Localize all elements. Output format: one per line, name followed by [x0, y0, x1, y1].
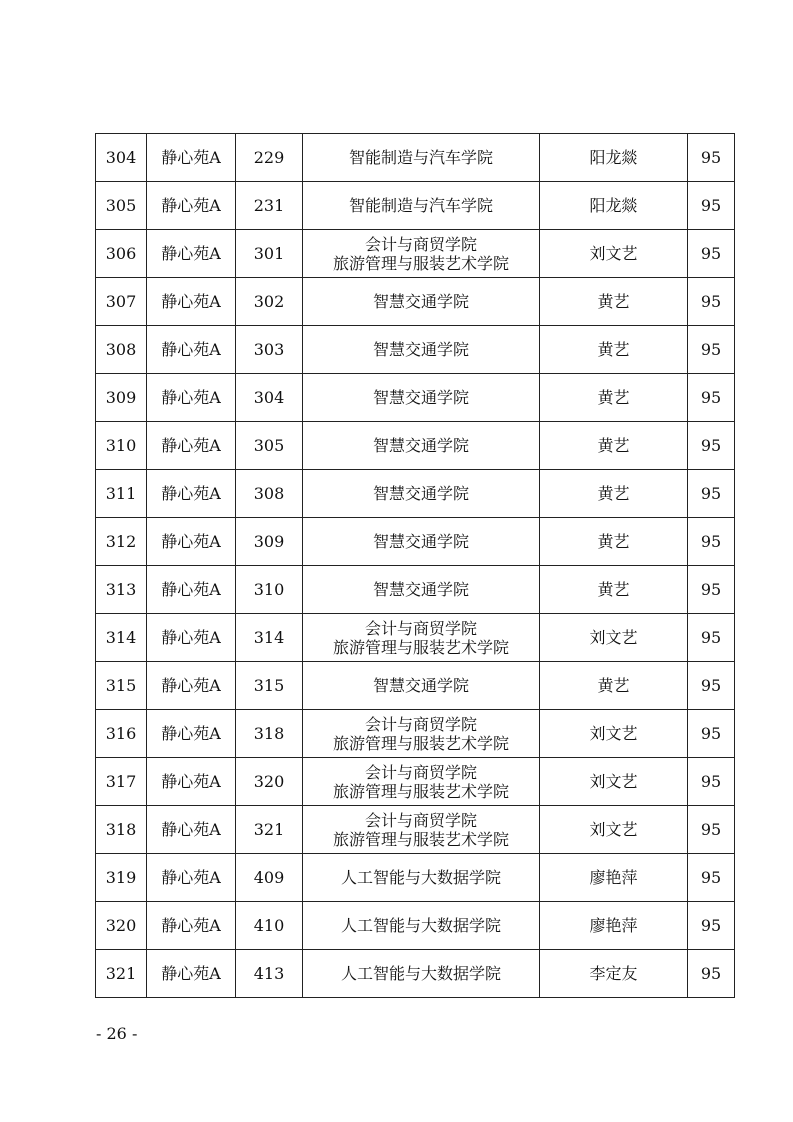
cell-score: 95 — [688, 230, 735, 278]
college-line: 旅游管理与服装艺术学院 — [332, 253, 509, 273]
table-row — [96, 950, 735, 998]
dormitory-score-table — [95, 133, 735, 998]
college-line: 智慧交通学院 — [372, 436, 469, 455]
cell-number: 321 — [96, 950, 147, 998]
cell-room: 413 — [236, 950, 303, 998]
cell-number: 314 — [96, 614, 147, 662]
cell-person: 阳龙燚 — [540, 134, 688, 182]
cell-number: 319 — [96, 854, 147, 902]
college-line: 会计与商贸学院 — [364, 714, 477, 734]
cell-college — [303, 806, 540, 854]
table-row — [96, 566, 735, 614]
college-line: 旅游管理与服装艺术学院 — [332, 781, 509, 801]
cell-number: 304 — [96, 134, 147, 182]
cell-building: 静心苑A — [147, 134, 236, 182]
table-row — [96, 662, 735, 710]
cell-number: 315 — [96, 662, 147, 710]
cell-college — [303, 278, 540, 326]
cell-room: 314 — [236, 614, 303, 662]
college-line: 人工智能与大数据学院 — [340, 868, 501, 887]
cell-person: 刘文艺 — [540, 230, 688, 278]
cell-building: 静心苑A — [147, 374, 236, 422]
cell-building: 静心苑A — [147, 182, 236, 230]
table-row — [96, 326, 735, 374]
cell-college — [303, 614, 540, 662]
cell-building: 静心苑A — [147, 518, 236, 566]
cell-number: 313 — [96, 566, 147, 614]
cell-score: 95 — [688, 374, 735, 422]
table-row — [96, 710, 735, 758]
cell-room: 410 — [236, 902, 303, 950]
college-line: 人工智能与大数据学院 — [340, 916, 501, 935]
table-row — [96, 278, 735, 326]
cell-room: 310 — [236, 566, 303, 614]
cell-room: 305 — [236, 422, 303, 470]
cell-building: 静心苑A — [147, 710, 236, 758]
college-line: 会计与商贸学院 — [364, 618, 477, 638]
cell-building: 静心苑A — [147, 566, 236, 614]
cell-building: 静心苑A — [147, 470, 236, 518]
college-line: 智能制造与汽车学院 — [348, 148, 493, 167]
cell-room: 315 — [236, 662, 303, 710]
college-line: 旅游管理与服装艺术学院 — [332, 637, 509, 657]
cell-college — [303, 374, 540, 422]
table-row — [96, 758, 735, 806]
cell-score: 95 — [688, 614, 735, 662]
table-row — [96, 902, 735, 950]
cell-score: 95 — [688, 134, 735, 182]
cell-room: 303 — [236, 326, 303, 374]
cell-college — [303, 662, 540, 710]
cell-number: 308 — [96, 326, 147, 374]
cell-room: 302 — [236, 278, 303, 326]
cell-score: 95 — [688, 518, 735, 566]
college-line: 智能制造与汽车学院 — [348, 196, 493, 215]
cell-college — [303, 710, 540, 758]
college-line: 智慧交通学院 — [372, 580, 469, 599]
cell-person: 阳龙燚 — [540, 182, 688, 230]
cell-college — [303, 470, 540, 518]
cell-room: 231 — [236, 182, 303, 230]
cell-building: 静心苑A — [147, 230, 236, 278]
cell-college — [303, 326, 540, 374]
cell-number: 316 — [96, 710, 147, 758]
cell-building: 静心苑A — [147, 758, 236, 806]
page-number: - 26 - — [96, 1024, 138, 1043]
college-line: 人工智能与大数据学院 — [340, 964, 501, 983]
table-row — [96, 806, 735, 854]
college-line: 会计与商贸学院 — [364, 762, 477, 782]
cell-college — [303, 134, 540, 182]
cell-score: 95 — [688, 662, 735, 710]
cell-score: 95 — [688, 758, 735, 806]
cell-building: 静心苑A — [147, 854, 236, 902]
table-row — [96, 518, 735, 566]
cell-building: 静心苑A — [147, 662, 236, 710]
cell-number: 312 — [96, 518, 147, 566]
table-row — [96, 374, 735, 422]
table-body — [96, 134, 735, 998]
cell-college — [303, 758, 540, 806]
cell-room: 304 — [236, 374, 303, 422]
cell-person: 廖艳萍 — [540, 854, 688, 902]
college-line: 智慧交通学院 — [372, 292, 469, 311]
cell-person: 黄艺 — [540, 374, 688, 422]
cell-person: 刘文艺 — [540, 806, 688, 854]
cell-room: 229 — [236, 134, 303, 182]
cell-building: 静心苑A — [147, 950, 236, 998]
cell-person: 黄艺 — [540, 566, 688, 614]
table-row — [96, 614, 735, 662]
cell-room: 301 — [236, 230, 303, 278]
cell-person: 刘文艺 — [540, 614, 688, 662]
cell-person: 李定友 — [540, 950, 688, 998]
cell-number: 318 — [96, 806, 147, 854]
college-line: 智慧交通学院 — [372, 340, 469, 359]
cell-building: 静心苑A — [147, 614, 236, 662]
college-line: 智慧交通学院 — [372, 388, 469, 407]
college-line: 旅游管理与服装艺术学院 — [332, 733, 509, 753]
cell-person: 刘文艺 — [540, 710, 688, 758]
cell-score: 95 — [688, 854, 735, 902]
cell-person: 黄艺 — [540, 518, 688, 566]
cell-person: 廖艳萍 — [540, 902, 688, 950]
cell-score: 95 — [688, 806, 735, 854]
cell-score: 95 — [688, 566, 735, 614]
cell-room: 320 — [236, 758, 303, 806]
college-line: 智慧交通学院 — [372, 532, 469, 551]
college-line: 会计与商贸学院 — [364, 234, 477, 254]
cell-college — [303, 902, 540, 950]
cell-building: 静心苑A — [147, 278, 236, 326]
cell-room: 309 — [236, 518, 303, 566]
cell-score: 95 — [688, 950, 735, 998]
cell-number: 306 — [96, 230, 147, 278]
cell-room: 321 — [236, 806, 303, 854]
cell-number: 317 — [96, 758, 147, 806]
cell-college — [303, 230, 540, 278]
cell-score: 95 — [688, 182, 735, 230]
cell-college — [303, 566, 540, 614]
college-line: 智慧交通学院 — [372, 484, 469, 503]
table-row — [96, 470, 735, 518]
college-line: 会计与商贸学院 — [364, 810, 477, 830]
cell-score: 95 — [688, 902, 735, 950]
cell-college — [303, 854, 540, 902]
cell-score: 95 — [688, 710, 735, 758]
cell-person: 黄艺 — [540, 278, 688, 326]
cell-number: 310 — [96, 422, 147, 470]
cell-number: 307 — [96, 278, 147, 326]
cell-score: 95 — [688, 470, 735, 518]
table-row — [96, 422, 735, 470]
cell-room: 318 — [236, 710, 303, 758]
cell-building: 静心苑A — [147, 902, 236, 950]
cell-college — [303, 182, 540, 230]
cell-person: 刘文艺 — [540, 758, 688, 806]
cell-building: 静心苑A — [147, 422, 236, 470]
cell-person: 黄艺 — [540, 470, 688, 518]
cell-person: 黄艺 — [540, 662, 688, 710]
table-row — [96, 182, 735, 230]
cell-room: 409 — [236, 854, 303, 902]
cell-number: 305 — [96, 182, 147, 230]
cell-building: 静心苑A — [147, 806, 236, 854]
cell-number: 311 — [96, 470, 147, 518]
cell-number: 309 — [96, 374, 147, 422]
cell-college — [303, 422, 540, 470]
cell-college — [303, 950, 540, 998]
cell-score: 95 — [688, 422, 735, 470]
table-row — [96, 134, 735, 182]
college-line: 智慧交通学院 — [372, 676, 469, 695]
cell-score: 95 — [688, 278, 735, 326]
cell-person: 黄艺 — [540, 326, 688, 374]
college-line: 旅游管理与服装艺术学院 — [332, 829, 509, 849]
cell-room: 308 — [236, 470, 303, 518]
cell-college — [303, 518, 540, 566]
cell-person: 黄艺 — [540, 422, 688, 470]
table-row — [96, 854, 735, 902]
table-row — [96, 230, 735, 278]
cell-score: 95 — [688, 326, 735, 374]
cell-number: 320 — [96, 902, 147, 950]
cell-building: 静心苑A — [147, 326, 236, 374]
